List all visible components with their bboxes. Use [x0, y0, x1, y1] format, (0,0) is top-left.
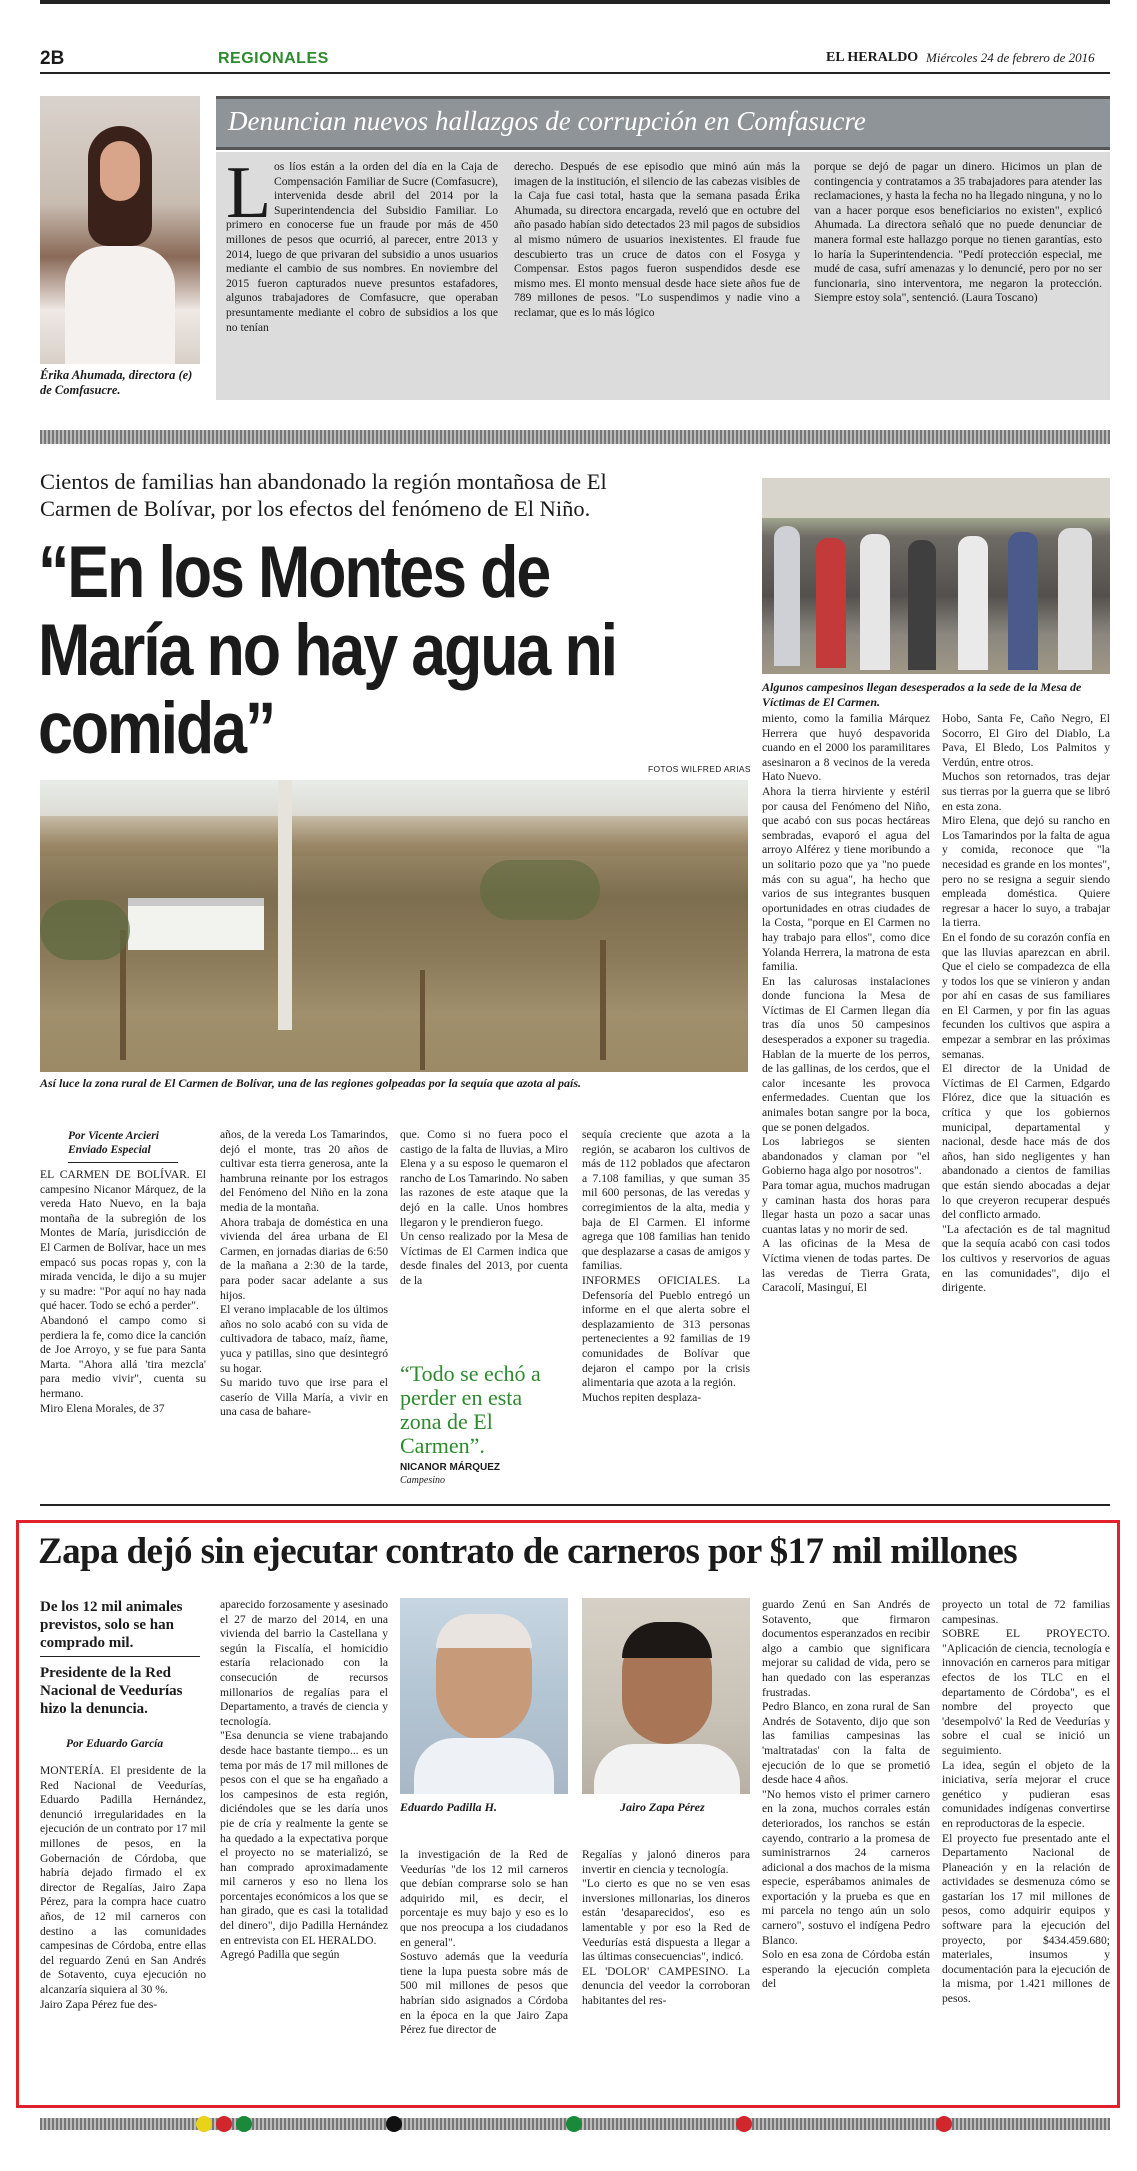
registration-marks: [196, 2116, 956, 2132]
montes-upper-col-1: miento, como la familia Márquez Herrera que huyó despavorida cuando en el 2000 los paramilitares asesinaron a 8 vecinos de la vereda Hato Nuevo. Ahora la tierra hirviente y estéril por causa del Fenómeno del Niño, que acabó con sus pocas hectáreas sembradas, evaporó el agua del arroyo Alférez y tiene moribundo a un solitario pozo que ya "no puede más con su agua", ha hecho que varios de sus integrantes busquen oportunidades en otras ciudades de la Costa, "porque en El Carmen no hay trabajo para ellos", como dice Yolanda Herrera, la matrona de esta familia. En las calurosas instalaciones donde funciona la Mesa de Víctimas de El Carmen llegan día tras día unos 50 campesinos desesperados a exponer su tragedia. Hablan de la muerte de los perros, de las gallinas, de los cerdos, que el calor incesante les provoca enfermedades. Cuentan que los animales botan sangre por la boca, que se ponen delgados. Los labriegos se sienten abandonados y claman por "el Gobierno haga algo por nosotros". Para tomar agua, muchos madrugan y caminan hasta dos horas para llegar hasta un pozo a sacar unas cuantas latas y no morir de sed. A las oficinas de la Mesa de Víctima vienen de todas partes. De las veredas de Tierra Grata, Caracolí, Masinguí, El: [762, 712, 930, 1295]
pull-quote: “Todo se echó a perder en esta zona de El Carmen”.: [400, 1361, 541, 1458]
landscape-caption: Así luce la zona rural de El Carmen de Bolívar, una de las regiones golpeadas por la sequía que azota al país.: [40, 1076, 582, 1090]
zapa-deck-2: Presidente de la Red Nacional de Veedurías hizo la denuncia.: [40, 1665, 183, 1717]
page-number: 2B: [40, 48, 65, 69]
masthead-date: Miércoles 24 de febrero de 2016: [926, 50, 1095, 65]
zapa-deck-1: De los 12 mil animales previstos, solo se han comprado mil.: [40, 1599, 183, 1651]
zapa-col-5: guardo Zenú en San Andrés de Sotavento, que firmaron documentos esperanzados en recibir algo a cambio que significara mejorar su calidad de vida, pero se han quedado con las esperanzas frustradas. Pedro Blanco, en zona rural de San Andrés de Sotavento, dijo que son las familias campesinas las 'maltratadas' con la falta de ejecución de lo que se prometió desde hace 4 años. "No hemos visto el primer carnero en la zona, muchos corrales están deteriorados, los ranchos se están cayendo, contrario a la promesa de suministrarnos 24 carneros adicional a dos machos de la misma especie, esperábamos animales de exportación y la prueba es que en mi parcela no tengo aún un solo carnero", sostuvo el indígena Pedro Blanco. Solo en esa zona de Córdoba están esperando la ejecución completa del: [762, 1598, 930, 1991]
montes-kicker: Cientos de familias han abandonado la región montañosa de El Carmen de Bolívar, por los efectos del fenómeno de El Niño.: [40, 469, 607, 521]
montes-headline: “En los Montes de María no hay agua ni comida”: [38, 532, 616, 769]
comfa-dropcap: L: [226, 152, 272, 234]
jairo-zapa-caption: Jairo Zapa Pérez: [620, 1800, 705, 1814]
comfa-col-2: derecho. Después de ese episodio que minó aún más la imagen de la institución, el silencio de las cabezas visibles de la Caja fue casi total, hasta que la semana pasada Érika Ahumada, su directora encargada, reveló que en octubre del año pasado habían sido detectados 23 mil pagos de subsidios al mismo número de usuarios inexistentes. El fraude fue descubierto tras un cruce de datos con el Fosyga y Compensar. Estos pagos fueron suspendidos desde ese mismo mes. El monto mensual desde hace siete años fue de 789 millones de pesos. "Lo suspendimos y nadie vino a reclamar, que es lo más lógico: [514, 160, 800, 319]
separator-bar: [40, 430, 1110, 444]
erika-ahumada-photo: [40, 96, 200, 364]
zapa-col-3: la investigación de la Red de Veedurías "de los 12 mil carneros que debían comprarse solo se han adquirido mil, es decir, el porcentaje es muy bajo y eso es lo que nos preocupa a los ciudadanos en general". Sostuvo además que la veeduría tiene la lupa puesta sobre más de 500 mil millones de pesos que habrían sido asignados a Córdoba en la época en la que Jairo Zapa Pérez fue director de: [400, 1848, 568, 2037]
montes-lower-col-2: años, de la vereda Los Tamarindos, dejó el monte, tras 20 años de cultivar esta tierra generosa, ante la hambruna reinante por los estragos del Fenómeno del Niño en la zona media de la montaña. Ahora trabaja de doméstica en una vivienda del área urbana de El Carmen, en jornadas diarias de 6:50 de la mañana a 2:30 de la tarde, para poder sacar adelante a sus hijos. El verano implacable de los últimos años no solo acabó con su vida de cultivadora de tabaco, maíz, ñame, yuca y patillas, sino que desintegró su hogar. Su marido tuvo que irse para el caserío de Villa María, a vivir en una casa de bahare-: [220, 1128, 388, 1419]
comfa-headline-band: [216, 96, 1110, 150]
eduardo-padilla-caption: Eduardo Padilla H.: [400, 1800, 498, 1814]
comfa-col-3: porque se dejó de pagar un dinero. Hicimos un plan de contingencia y contratamos a 35 trabajadores para atender las reclamaciones, y hasta la fecha no ha llegado ninguna, y no lo van a hacer porque esos beneficiarios no existen", explicó Ahumada. La directora señaló que no puede denunciar de manera formal este hallazgo porque no tienen garantías, esto lo haría la Superintendencia. "Pedí protección especial, me mudé de casa, sufrí amenazas y lo denuncié, pero por no ser funcionaria, sino interventora, me negaron la protección. Siempre estoy sola", sentenció. (Laura Toscano): [814, 160, 1102, 305]
comfa-headline: Denuncian nuevos hallazgos de corrupción en Comfasucre: [228, 106, 866, 136]
montes-upper-col-2: Hobo, Santa Fe, Caño Negro, El Socorro, El Giro del Diablo, La Pava, El Bledo, Los Palmitos y Verdún, entre otros. Muchos son retornados, tras dejar sus tierras por la guerra que se libró en esta zona. Miro Elena, que dejó su rancho en Los Tamarindos por la falta de agua y comida, reconoce que "la necesidad es grande en los montes", pero no se resigna a seguir siendo empleada doméstica. Quiere regresar a hacer lo suyo, a trabajar la tierra. En el fondo de su corazón confía en que las lluvias aparezcan en abril. Que el cielo se compadezca de ella y todos los que se vinieron y andan por ahí en casas de sus familiares en El Carmen, y por fin las aguas fecunden los cultivos que aspira a empezar a sembrar en las próximas semanas. El director de la Unidad de Víctimas de El Carmen, Edgardo Flórez, dice que la situación es crítica y que los gobiernos municipal, departamental y nacional, desde hace más de dos años, han sido negligentes y han abandonado a cientos de familias que están siendo abocadas a dejar lo que creyeron recuperar después del conflicto armado. "La afectación es de tal magnitud que la sequía acabó con casi todos los cultivos y reservorios de aguas en las comunidades", dijo el dirigente.: [942, 712, 1110, 1295]
montes-lower-col-3: que. Como si no fuera poco el castigo de la falta de lluvias, a Miro Elena y a su esposo le quemaron el rancho de Los Tamarindo. No saben las razones de este ataque que la dejó en la calle. Unos hombres llegaron y le prendieron fuego. Un censo realizado por la Mesa de Víctimas de El Carmen indica que desde finales del 2013, por cuenta de la: [400, 1128, 568, 1287]
zapa-col-6: proyecto un total de 72 familias campesinas. SOBRE EL PROYECTO. "Aplicación de ciencia, tecnología e innovación en carneros para mitigar efectos de los TLC en el departamento de Córdoba", es el nombre del proyecto que 'desempolvó' la Red de Veedurías y sobre el cual se inició un seguimiento. La idea, según el objeto de la iniciativa, sería mejorar el cruce genético y pudieran esas comunidades indígenas convertirse en reproductoras de la especie. El proyecto fue presentado ante el Departamento Nacional de Planeación y en la relación de actividades se desmenuza cómo se gastarían los 17 mil millones de pesos, como adquirir equipos y software para la ejecución del proyecto, por $434.459.680; materiales, insumos y documentación para la ejecución de la misma, por 1.421 millones de pesos.: [942, 1598, 1110, 2006]
montes-lower-col-4: sequía creciente que azota a la región, se acabaron los cultivos de más de 112 poblados que afectaron a 7.108 familias, y que suman 35 mil 600 personas, de las veredas y corregimientos de la alta, media y baja de El Carmen. El informe agrega que 108 familias han tenido que desplazarse a casas de amigos y familias. INFORMES OFICIALES. La Defensoría del Pueblo entregó un informe en el que alerta sobre el desplazamiento de 313 personas pertenecientes a 92 familias de 19 comunidades de Bolívar que dejaron el campo por la crisis alimentaria que azota a la región. Muchos repiten desplaza-: [582, 1128, 750, 1404]
zapa-col-2: aparecido forzosamente y asesinado el 27 de marzo del 2014, en una vivienda del barrio la Castellana y según la Fiscalía, el homicidio estaría relacionado con la consecución de recursos millonarios de regalías para el Departamento, a través de ciencia y tecnología. "Esa denuncia se viene trabajando desde hace bastante tiempo... es un tema por más de 17 mil millones de pesos con el que se ha engañado a los campesinos de esta región, diciéndoles que se les daría unos pie de cría y realmente la gente se ha quedado a la expectativa porque el proyecto no se materializó, se han comprado aproximadamente mil carneros y eso no llena los porcentajes económicos a los que se han girado, que es casi la totalidad del dinero", dijo Padilla Hernández en entrevista con EL HERALDO. Agregó Padilla que según: [220, 1598, 388, 1962]
zapa-col-4: Regalías y jalonó dineros para invertir en ciencia y tecnología. "Lo cierto es que no se ven esas inversiones millonarias, los dineros están 'desaparecidos', eso es lamentable y por eso la Red de Veedurías está dispuesta a llegar a las últimas consecuencias", indicó. EL 'DOLOR' CAMPESINO. La denuncia del veedor la corroboran habitantes del res-: [582, 1848, 750, 2007]
section-label: REGIONALES: [218, 50, 329, 67]
zapa-headline: Zapa dejó sin ejecutar contrato de carneros por $17 mil millones: [38, 1531, 1018, 1572]
byline-name: Por Vicente Arcieri: [68, 1130, 159, 1142]
pull-quote-role: Campesino: [400, 1475, 445, 1486]
jairo-zapa-photo: [582, 1598, 750, 1794]
byline-role: Enviado Especial: [68, 1144, 151, 1156]
zapa-byline: Por Eduardo García: [66, 1738, 164, 1750]
photo-credit: FOTOS WILFRED ARIAS: [648, 764, 751, 774]
eduardo-padilla-photo: [400, 1598, 568, 1794]
masthead-name: EL HERALDO: [826, 50, 919, 65]
rural-landscape-photo: [40, 780, 748, 1072]
campesinos-caption: Algunos campesinos llegan desesperados a la sede de la Mesa de Víctimas de El Carmen.: [762, 680, 1082, 709]
campesinos-photo: [762, 478, 1110, 674]
comfa-col-1: os líos están a la orden del día en la Caja de Compensación Familiar de Sucre (Comfasucre), intervenida desde abril del 2014 por la Superintendencia del Subsidio Familiar. Lo primero en conocerse fue un fraude por más de 450 millones de pesos que ocurrió, al parecer, entre 2013 y 2014, luego de que privaran del subsidio a unos usuarios mediante el cambio de sus nombres. En noviembre del 2015 fueron capturados nueve presuntos estafadores, algunos trabajadores de Comfasucre, que operaban presuntamente mediante el cobro de subsidios a los que no tenían: [226, 160, 498, 334]
montes-lower-col-1: EL CARMEN DE BOLÍVAR. El campesino Nicanor Márquez, de la vereda Hato Nuevo, en la baja montaña de la subregión de los Montes de María, jurisdicción de El Carmen de Bolívar, hace un mes empacó sus pocas ropas y, con la mirada vencida, le dijo a su mujer y su madre: "Por aquí no hay nada qué hacer. Todo se echó a perder". Abandonó el campo como si perdiera la fe, como dice la canción de Joe Arroyo, y se fue para Santa Marta. "Ahora allá 'tira mezcla' para medio vivir", cuenta su hermano. Miro Elena Morales, de 37: [40, 1168, 206, 1415]
zapa-col-1: MONTERÍA. El presidente de la Red Nacional de Veedurías, Eduardo Padilla Hernández, denunció irregularidades en la ejecución de un contrato por 17 mil millones de pesos, en la Gobernación de Córdoba, que habría dejado firmado el ex director de Regalías, Jairo Zapa Pérez, para la compra hace cuatro años, de 12 mil carneros con destino a las comunidades campesinas de Córdoba, entre ellas del reguardo Zenú en San Andrés de Sotavento, cuya ejecución no alcanzaría siquiera al 30 %. Jairo Zapa Pérez fue des-: [40, 1764, 206, 2011]
erika-caption: Érika Ahumada, directora (e) de Comfasucre.: [40, 368, 193, 397]
pull-quote-name: NICANOR MÁRQUEZ: [400, 1462, 500, 1473]
